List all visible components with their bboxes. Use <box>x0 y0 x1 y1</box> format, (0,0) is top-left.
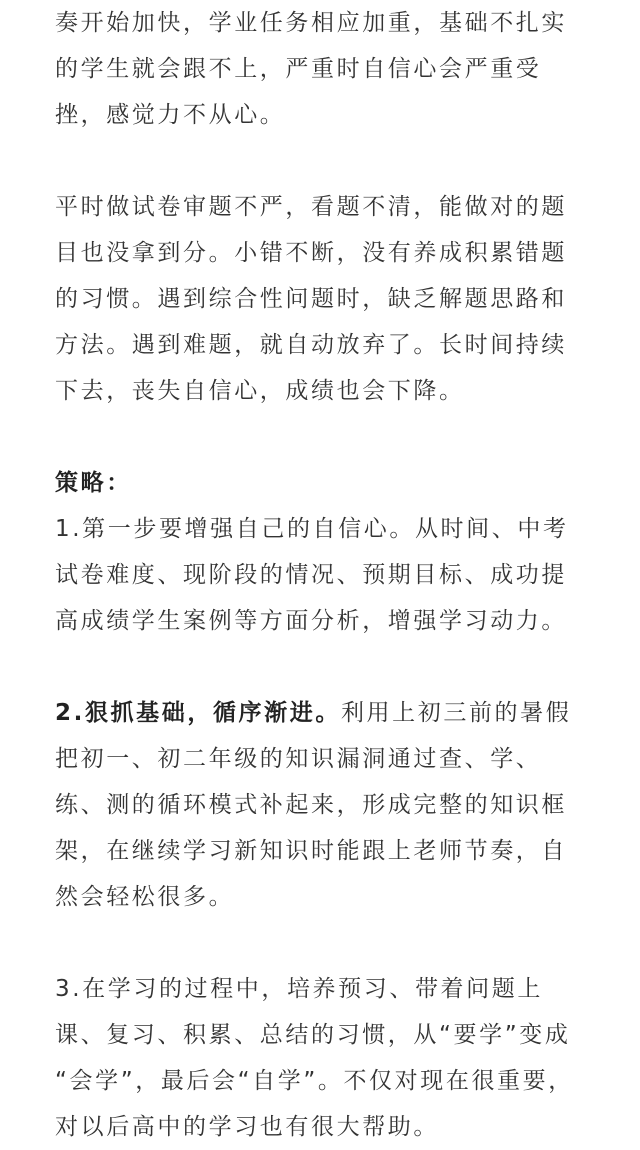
paragraph-exam-habits <box>55 184 590 414</box>
text-line: “会学”，最后会“自学”。不仅对现在很重要， <box>55 1068 574 1094</box>
article-body <box>55 0 590 1150</box>
text-line: 试卷难度、现阶段的情况、预期目标、成功提 <box>55 562 567 588</box>
text-line: 架，在继续学习新知识时能跟上老师节奏，自 <box>55 838 567 864</box>
text-line: 挫，感觉力不从心。 <box>55 102 286 128</box>
text-line: 目也没拿到分。小错不断，没有养成积累错题 <box>55 240 567 266</box>
text-line: 对以后高中的学习也有很大帮助。 <box>55 1114 439 1140</box>
text-line: 方法。遇到难题，就自动放弃了。长时间持续 <box>55 332 567 358</box>
strategy-item-2-title: 2.狠抓基础，循序渐进。 <box>55 700 341 726</box>
paragraph-gap <box>55 920 590 966</box>
text-line: 3.在学习的过程中，培养预习、带着问题上 <box>55 976 543 1002</box>
strategy-item-2 <box>55 690 590 920</box>
paragraph-difficulty <box>55 0 590 138</box>
strategy-section <box>55 460 590 644</box>
text-line: 的习惯。遇到综合性问题时，缺乏解题思路和 <box>55 286 567 312</box>
text-line: 的学生就会跟不上，严重时自信心会严重受 <box>55 56 542 82</box>
text-line: 高成绩学生案例等方面分析，增强学习动力。 <box>55 608 567 634</box>
strategy-item-2-text: 利用上初三前的暑假 <box>340 700 572 726</box>
text-line: 课、复习、积累、总结的习惯，从“要学”变成 <box>55 1022 571 1048</box>
strategy-item-3 <box>55 966 590 1150</box>
text-line: 练、测的循环模式补起来，形成完整的知识框 <box>55 792 567 818</box>
paragraph-gap <box>55 414 590 460</box>
text-line: 然会轻松很多。 <box>55 884 235 910</box>
text-line <box>55 690 590 736</box>
text-line: 奏开始加快，学业任务相应加重，基础不扎实 <box>55 10 567 36</box>
paragraph-gap <box>55 138 590 184</box>
paragraph-gap <box>55 644 590 690</box>
text-line: 1.第一步要增强自己的自信心。从时间、中考 <box>55 516 569 542</box>
text-line: 下去，丧失自信心，成绩也会下降。 <box>55 378 465 404</box>
text-line: 把初一、初二年级的知识漏洞通过查、学、 <box>55 746 542 772</box>
strategy-heading: 策略： <box>55 470 132 496</box>
text-line: 平时做试卷审题不严，看题不清，能做对的题 <box>55 194 567 220</box>
